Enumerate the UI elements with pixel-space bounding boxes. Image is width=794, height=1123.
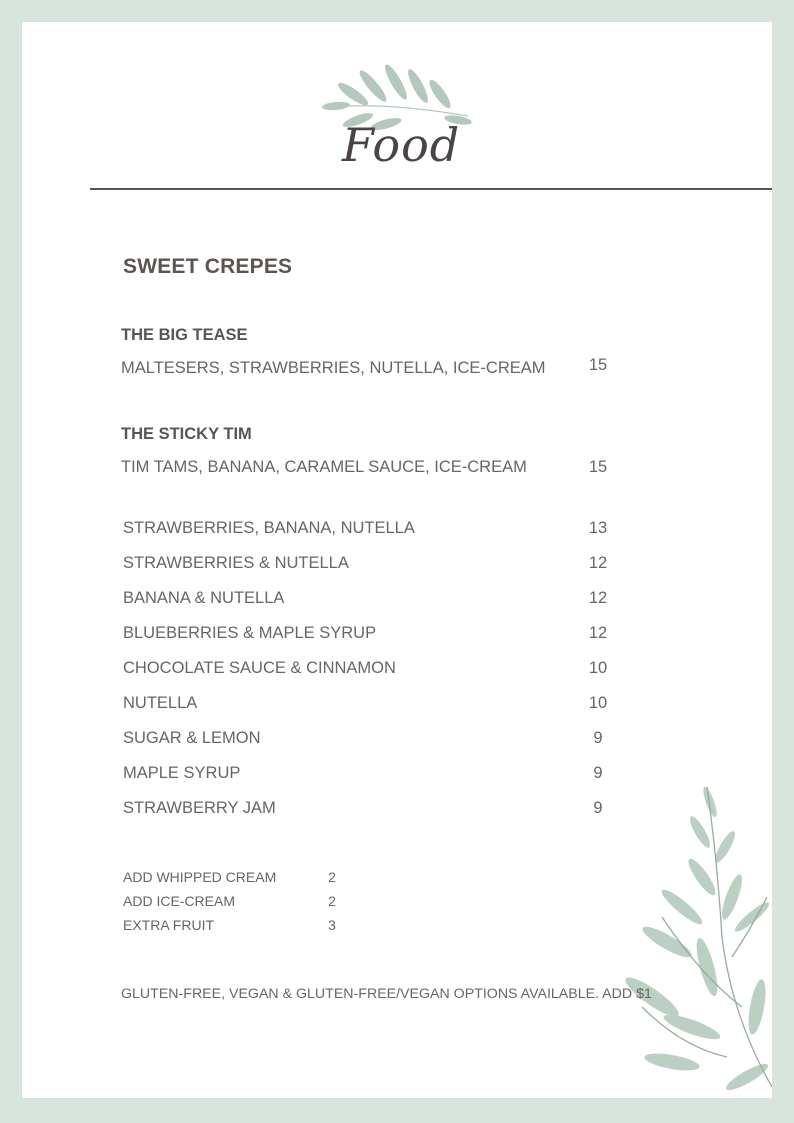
corner-leaf-icon (582, 757, 772, 1098)
menu-item-price: 9 (593, 799, 603, 817)
menu-item-price: 9 (593, 729, 603, 747)
menu-title: Food (342, 118, 461, 172)
addon-price: 3 (328, 917, 336, 933)
addon-price: 2 (328, 869, 336, 885)
featured-item-price: 15 (588, 458, 608, 476)
menu-item-price: 10 (588, 659, 608, 677)
menu-item-price: 12 (588, 624, 608, 642)
menu-item-price: 12 (588, 554, 608, 572)
addon-name: EXTRA FRUIT (123, 917, 215, 933)
menu-page (22, 22, 772, 1098)
section-title: SWEET CREPES (123, 255, 293, 278)
menu-item-name: MAPLE SYRUP (123, 764, 241, 782)
featured-item-name: THE BIG TEASE (121, 326, 248, 344)
featured-item-price: 15 (588, 356, 608, 374)
menu-item-price: 12 (588, 589, 608, 607)
menu-item-name: CHOCOLATE SAUCE & CINNAMON (123, 659, 396, 677)
addon-name: ADD WHIPPED CREAM (123, 869, 277, 885)
menu-item-name: BLUEBERRIES & MAPLE SYRUP (123, 624, 377, 642)
menu-item-name: NUTELLA (123, 694, 198, 712)
dietary-note: GLUTEN-FREE, VEGAN & GLUTEN-FREE/VEGAN OPTIONS AVAILABLE. ADD $1 (121, 986, 652, 1002)
menu-item-name: BANANA & NUTELLA (123, 589, 285, 607)
menu-item-name: SUGAR & LEMON (123, 729, 261, 747)
menu-item-name: STRAWBERRIES & NUTELLA (123, 554, 349, 572)
menu-item-name: STRAWBERRY JAM (123, 799, 276, 817)
divider-line (90, 188, 772, 190)
featured-item-name: THE STICKY TIM (121, 425, 252, 443)
menu-item-price: 9 (593, 764, 603, 782)
menu-item-price: 10 (588, 694, 608, 712)
menu-item-price: 13 (588, 519, 608, 537)
addon-price: 2 (328, 893, 336, 909)
addon-name: ADD ICE-CREAM (123, 893, 236, 909)
featured-item-description: MALTESERS, STRAWBERRIES, NUTELLA, ICE-CREAM (121, 359, 546, 377)
menu-item-name: STRAWBERRIES, BANANA, NUTELLA (123, 519, 415, 537)
featured-item-description: TIM TAMS, BANANA, CARAMEL SAUCE, ICE-CREAM (121, 458, 527, 476)
